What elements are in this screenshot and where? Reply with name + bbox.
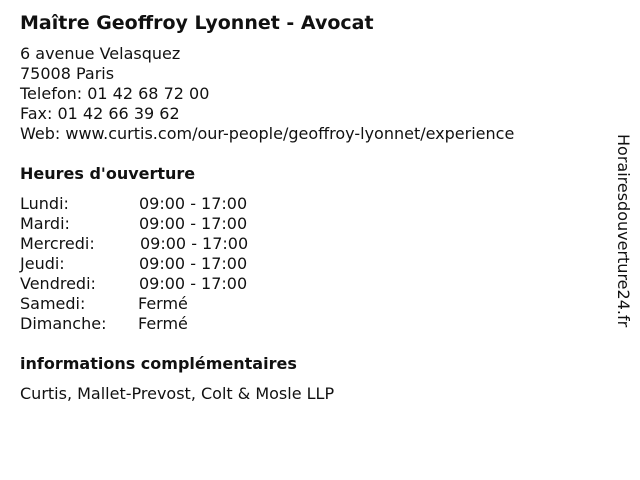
- opening-hours-heading: Heures d'ouverture: [20, 164, 196, 183]
- day-label: Samedi:: [20, 294, 86, 313]
- fax-line: Fax: 01 42 66 39 62: [20, 104, 180, 123]
- day-label: Mercredi:: [20, 234, 95, 253]
- additional-info-text: Curtis, Mallet-Prevost, Colt & Mosle LLP: [20, 384, 335, 403]
- hours-value: 09:00 - 17:00: [140, 234, 249, 253]
- hours-value: Fermé: [138, 314, 188, 333]
- additional-info-heading: informations complémentaires: [20, 354, 297, 373]
- site-watermark: Horairesdouverture24.fr: [614, 134, 633, 328]
- phone-line: Telefon: 01 42 68 72 00: [20, 84, 210, 103]
- business-title: Maître Geoffroy Lyonnet - Avocat: [20, 12, 374, 34]
- web-line: Web: www.curtis.com/our-people/geoffroy-lyonnet/experience: [20, 124, 515, 143]
- hours-value: 09:00 - 17:00: [139, 274, 248, 293]
- day-label: Mardi:: [20, 214, 70, 233]
- day-label: Lundi:: [20, 194, 69, 213]
- address-block: [20, 44, 514, 144]
- street-address: 6 avenue Velasquez: [20, 44, 181, 63]
- hours-value: 09:00 - 17:00: [139, 254, 248, 273]
- hours-value: 09:00 - 17:00: [139, 194, 248, 213]
- postal-city: 75008 Paris: [20, 64, 115, 83]
- hours-value: 09:00 - 17:00: [139, 214, 248, 233]
- day-label: Vendredi:: [20, 274, 96, 293]
- day-label: Dimanche:: [20, 314, 107, 333]
- hours-value: Fermé: [138, 294, 188, 313]
- day-label: Jeudi:: [20, 254, 65, 273]
